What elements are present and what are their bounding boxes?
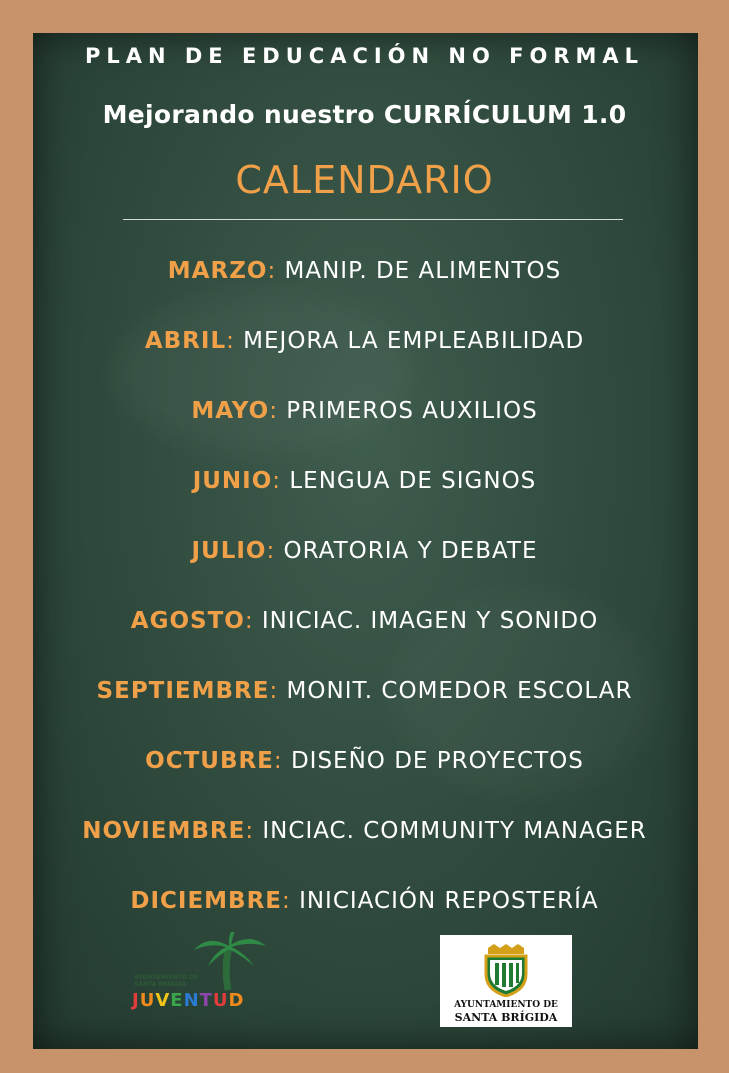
course-label: INICIAC. IMAGEN Y SONIDO <box>261 608 599 634</box>
colon-separator: : <box>266 538 284 564</box>
course-label: INCIAC. COMMUNITY MANAGER <box>262 818 647 844</box>
course-label: INICIACIÓN REPOSTERÍA <box>299 888 599 914</box>
juventud-letter: T <box>199 990 213 1011</box>
ayuntamiento-logo <box>440 935 572 1027</box>
month-label: NOVIEMBRE <box>82 818 246 844</box>
coat-of-arms-icon <box>480 942 532 997</box>
calendar-row <box>0 398 729 424</box>
calendar-row <box>0 538 729 564</box>
juventud-caption-line1: AYUNTAMIENTO DE <box>134 974 199 981</box>
juventud-caption-line2: SANTA BRÍGIDA <box>134 981 187 988</box>
calendar-row <box>0 468 729 494</box>
month-label: JULIO <box>191 538 267 564</box>
course-label: MEJORA LA EMPLEABILIDAD <box>243 328 585 354</box>
juventud-letter: D <box>228 990 245 1011</box>
ayuntamiento-line1: AYUNTAMIENTO DE <box>454 1000 558 1010</box>
colon-separator: : <box>226 328 244 354</box>
month-label: AGOSTO <box>130 608 245 634</box>
calendar-row <box>0 748 729 774</box>
colon-separator: : <box>269 398 287 424</box>
subtitle: Mejorando nuestro CURRÍCULUM 1.0 <box>102 100 627 129</box>
juventud-letter: U <box>212 990 229 1011</box>
colon-separator: : <box>244 608 262 634</box>
month-label: SEPTIEMBRE <box>96 678 270 704</box>
month-label: MARZO <box>167 258 268 284</box>
juventud-logo <box>128 932 268 1012</box>
month-label: ABRIL <box>144 328 227 354</box>
juventud-letter: J <box>132 990 140 1011</box>
calendar-row <box>0 258 729 284</box>
juventud-letter: E <box>170 990 184 1011</box>
colon-separator: : <box>267 258 285 284</box>
juventud-caption <box>134 974 198 988</box>
course-label: MONIT. COMEDOR ESCOLAR <box>286 678 633 704</box>
calendar-row <box>0 888 729 914</box>
course-label: ORATORIA Y DEBATE <box>283 538 538 564</box>
month-label: JUNIO <box>192 468 273 494</box>
juventud-word <box>132 990 245 1011</box>
course-label: DISEÑO DE PROYECTOS <box>290 748 584 774</box>
colon-separator: : <box>269 678 287 704</box>
calendar-row <box>0 818 729 844</box>
colon-separator: : <box>273 748 291 774</box>
calendar-title: CALENDARIO <box>235 158 494 202</box>
course-label: LENGUA DE SIGNOS <box>289 468 537 494</box>
juventud-letter: V <box>155 990 171 1011</box>
calendar-row <box>0 678 729 704</box>
colon-separator: : <box>282 888 300 914</box>
ayuntamiento-line2: SANTA BRÍGIDA <box>454 1011 558 1024</box>
month-label: DICIEMBRE <box>130 888 282 914</box>
calendar-row <box>0 608 729 634</box>
course-label: PRIMEROS AUXILIOS <box>286 398 538 424</box>
divider <box>123 219 623 220</box>
course-label: MANIP. DE ALIMENTOS <box>284 258 562 284</box>
month-label: OCTUBRE <box>145 748 274 774</box>
colon-separator: : <box>245 818 263 844</box>
colon-separator: : <box>272 468 290 494</box>
chalk-smudge <box>113 293 413 453</box>
juventud-letter: N <box>183 990 200 1011</box>
month-label: MAYO <box>191 398 270 424</box>
juventud-letter: U <box>139 990 156 1011</box>
calendar-row <box>0 328 729 354</box>
program-title: PLAN DE EDUCACIÓN NO FORMAL <box>84 44 645 68</box>
